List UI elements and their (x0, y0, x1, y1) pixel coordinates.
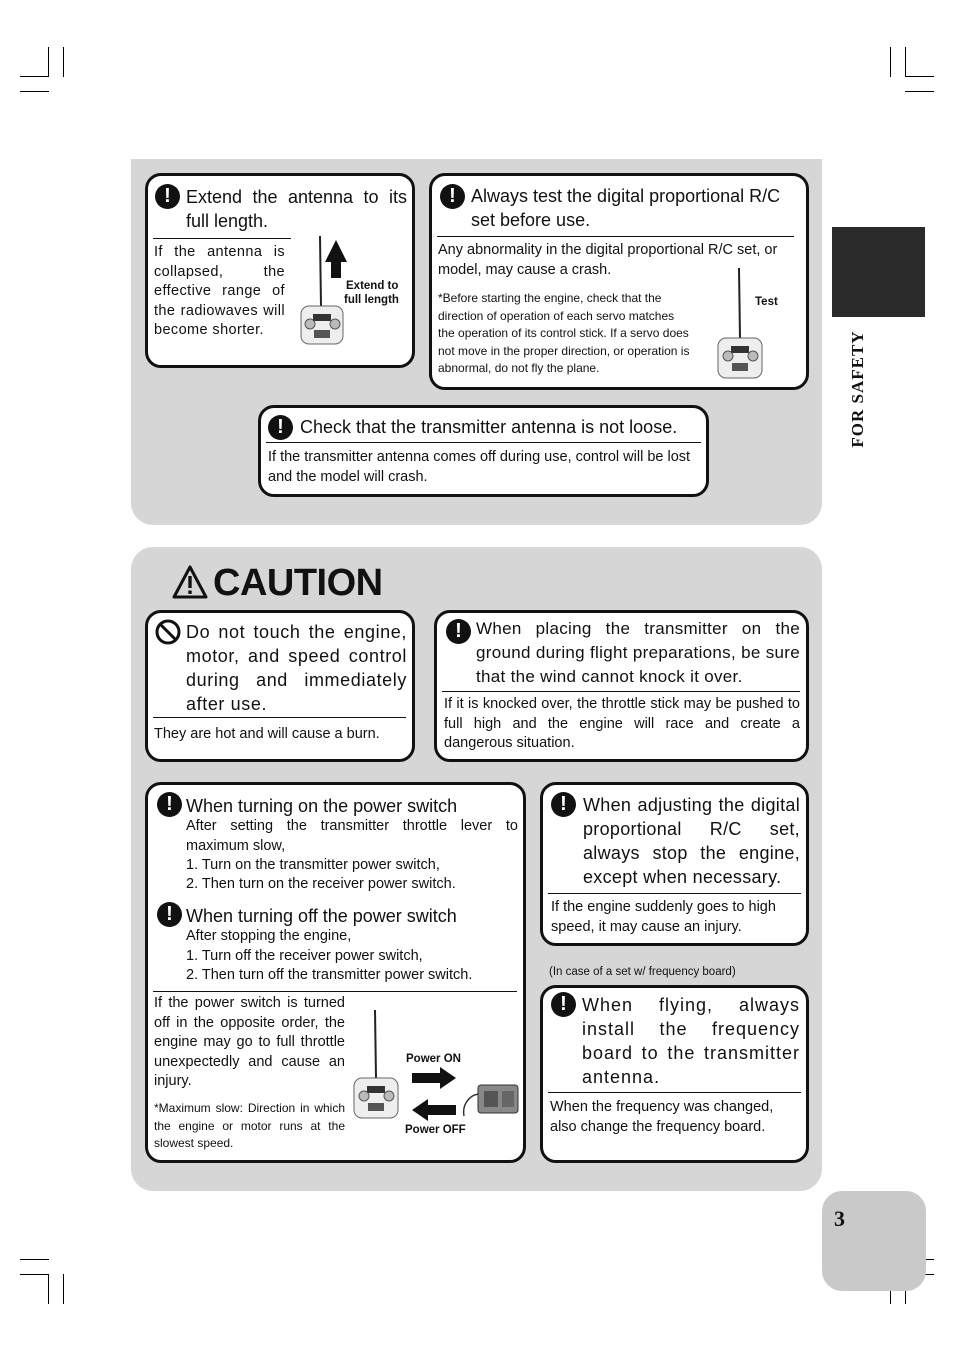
arrow-right-icon (410, 1066, 458, 1090)
power-on-label: Power ON (406, 1053, 461, 1065)
crop-mark (905, 76, 934, 77)
power-off-label: Power OFF (405, 1124, 466, 1136)
antenna-extend-body: If the antenna is collapsed, the effective range of the radiowaves will become shorter. (154, 244, 285, 338)
power-off-title: When turning off the power switch (186, 906, 457, 926)
power-on-intro: After setting the transmitter throttle lever to maximum slow, (186, 818, 518, 854)
test-label: Test (755, 296, 778, 308)
frequency-caption: (In case of a set w/ frequency board) (549, 966, 736, 978)
wind-title: When placing the transmitter on the ground during flight preparations, be sure that the wind cannot knock it over. (476, 619, 800, 686)
divider (442, 691, 800, 692)
adjusting-body: If the engine suddenly goes to high speed, it may cause an injury. (551, 899, 776, 935)
frequency-title: When flying, always install the frequency board to the transmitter antenna. (582, 995, 800, 1087)
side-tab-block (832, 227, 925, 317)
exclamation-icon: ! (157, 902, 182, 927)
crop-mark (20, 1274, 49, 1275)
always-test-title: Always test the digital proportional R/C set before use. (471, 186, 781, 230)
page-number: 3 (834, 1206, 845, 1231)
extend-label-line2: full length (344, 294, 399, 306)
arrow-left-icon (410, 1098, 458, 1122)
crop-mark (20, 76, 49, 77)
exclamation-icon: ! (155, 184, 180, 209)
wind-body: If it is knocked over, the throttle stick may be pushed to full high and the engine will race and create a dangerous situation. (444, 696, 800, 751)
exclamation-icon: ! (446, 619, 471, 644)
crop-mark (905, 91, 934, 92)
power-on-step1: 1. Turn on the transmitter power switch, (186, 857, 440, 873)
prohibition-icon (155, 619, 181, 645)
divider (153, 991, 517, 992)
divider (437, 236, 794, 237)
frequency-body: When the frequency was changed, also change the frequency board. (550, 1099, 774, 1135)
hot-engine-title: Do not touch the engine, motor, and speed control during and immediately after use. (186, 622, 407, 714)
receiver-illustration (458, 1082, 520, 1120)
divider (266, 442, 701, 443)
caution-triangle-icon (172, 565, 208, 599)
antenna-loose-title: Check that the transmitter antenna is not loose. (300, 417, 678, 437)
crop-mark (63, 1274, 64, 1304)
antenna-loose-body: If the transmitter antenna comes off during use, control will be lost and the model will crash. (268, 449, 691, 485)
adjusting-title: When adjusting the digital proportional R/C set, always stop the engine, except when necessary. (583, 795, 800, 887)
exclamation-icon: ! (551, 792, 576, 817)
power-switch-body: If the power switch is turned off in the opposite order, the engine may go to full throttle unexpectedly and cause an injury. (154, 995, 345, 1089)
exclamation-icon: ! (551, 992, 576, 1017)
transmitter-test-illustration (712, 266, 768, 380)
divider (548, 893, 801, 894)
divider (153, 717, 406, 718)
transmitter-power-illustration (350, 1008, 404, 1122)
exclamation-icon: ! (268, 415, 293, 440)
side-tab-label: FOR SAFETY (848, 330, 867, 448)
crop-mark (48, 47, 49, 77)
always-test-body: Any abnormality in the digital proportional R/C set, or model, may cause a crash. (438, 242, 778, 278)
always-test-note: *Before starting the engine, check that the direction of operation of each servo matches the operation of its control stick. If a servo does not move in the proper direction, or operation is abnormal, do not fly the plane. (438, 291, 690, 375)
power-off-step1: 1. Turn off the receiver power switch, (186, 948, 423, 964)
power-on-title: When turning on the power switch (186, 796, 458, 816)
extend-label-line1: Extend to (346, 280, 399, 292)
exclamation-icon: ! (157, 792, 182, 817)
crop-mark (890, 47, 891, 77)
exclamation-icon: ! (440, 184, 465, 209)
power-off-intro: After stopping the engine, (186, 928, 352, 944)
crop-mark (20, 1259, 49, 1260)
crop-mark (20, 91, 49, 92)
divider (548, 1092, 801, 1093)
crop-mark (48, 1274, 49, 1304)
divider (153, 238, 291, 239)
antenna-extend-title: Extend the antenna to its full length. (186, 187, 407, 231)
power-off-step2: 2. Then turn off the transmitter power switch. (186, 967, 473, 983)
crop-mark (905, 47, 906, 77)
power-on-step2: 2. Then turn on the receiver power switch. (186, 876, 456, 892)
hot-engine-body: They are hot and will cause a burn. (154, 726, 380, 742)
power-switch-note: *Maximum slow: Direction in which the engine or motor runs at the slowest speed. (154, 1101, 345, 1150)
crop-mark (63, 47, 64, 77)
caution-heading: CAUTION (213, 562, 383, 604)
